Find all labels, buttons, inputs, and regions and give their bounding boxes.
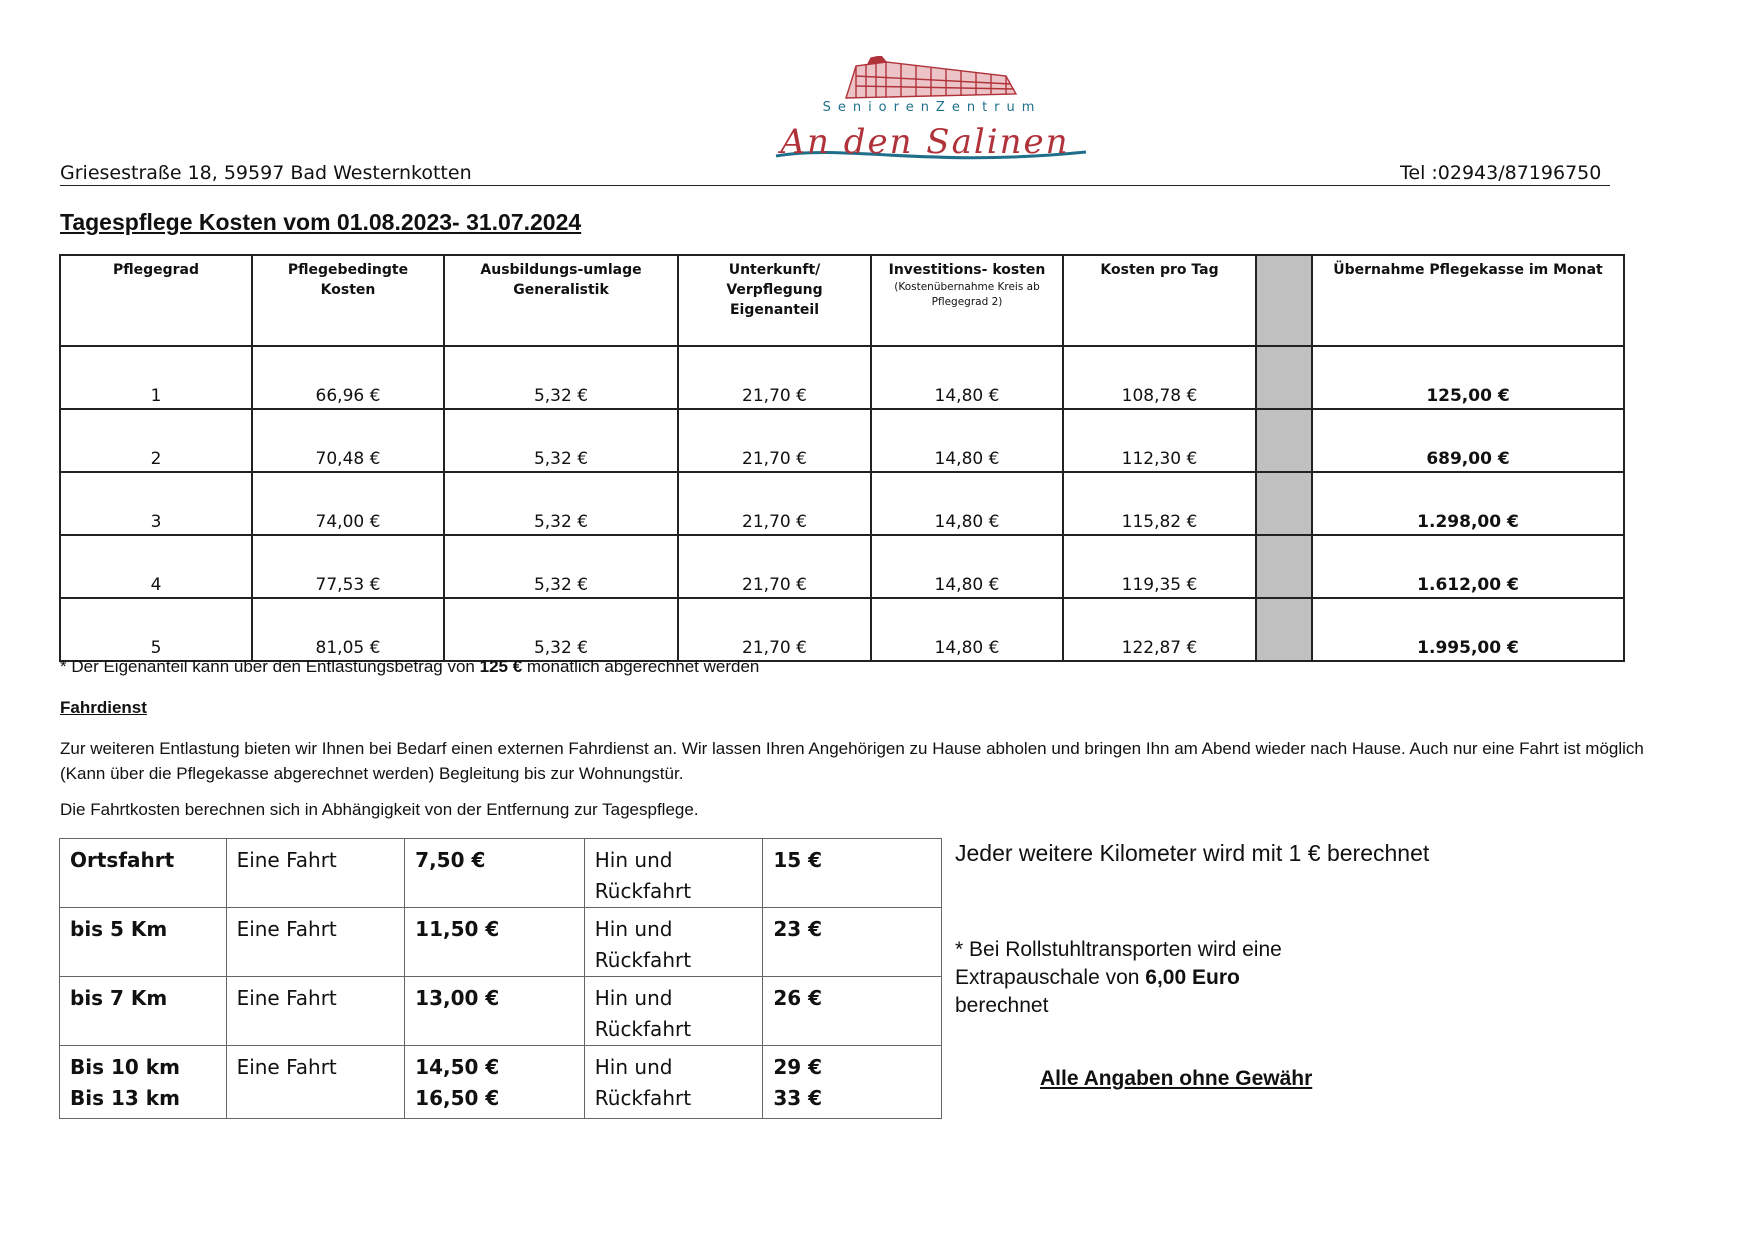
- rollstuhl-amount: 6,00 Euro: [1145, 966, 1240, 989]
- header-pro-tag: Kosten pro Tag: [1063, 255, 1256, 346]
- grey-cell: [1256, 472, 1312, 535]
- cell-hin-rueck: [584, 977, 763, 1046]
- cell-grad: 4: [60, 535, 252, 598]
- cell-grad: 3: [60, 472, 252, 535]
- cell-preis: 7,50 €: [405, 839, 585, 908]
- cell-ausbildung: 5,32 €: [444, 598, 678, 661]
- preis-10km: 14,50 €: [415, 1055, 500, 1079]
- eigenanteil-note: [60, 657, 759, 677]
- cell-invest: 14,80 €: [871, 409, 1063, 472]
- table-row: [60, 409, 1624, 472]
- cell-zone: bis 7 Km: [60, 977, 227, 1046]
- cell-hin-rueck-preis: 26 €: [763, 977, 942, 1046]
- cell-unterkunft: 21,70 €: [678, 346, 871, 409]
- cell-hin-rueck-preis: [763, 1046, 942, 1119]
- rollstuhl-line2: [955, 964, 1375, 992]
- hinpreis-13km: 33 €: [773, 1086, 823, 1110]
- cell-pflege: 81,05 €: [252, 598, 444, 661]
- km-price-note: Jeder weitere Kilometer wird mit 1 € berechnet: [955, 840, 1430, 866]
- table-row: [60, 839, 942, 908]
- table-row: [60, 472, 1624, 535]
- cell-ausbildung: 5,32 €: [444, 346, 678, 409]
- cell-eine-fahrt: Eine Fahrt: [226, 977, 405, 1046]
- zone-10km: Bis 10 km: [70, 1055, 180, 1079]
- cell-tag: 112,30 €: [1063, 409, 1256, 472]
- cell-tag: 115,82 €: [1063, 472, 1256, 535]
- cell-hin-rueck: [584, 839, 763, 908]
- cell-tag: 108,78 €: [1063, 346, 1256, 409]
- cell-zone: Ortsfahrt: [60, 839, 227, 908]
- grey-column-header: [1256, 255, 1312, 346]
- disclaimer: Alle Angaben ohne Gewähr: [1040, 1067, 1313, 1090]
- header-pflegegrad: Pflegegrad: [60, 255, 252, 346]
- rueck-label: Rückfahrt: [594, 1086, 692, 1110]
- cell-unterkunft: 21,70 €: [678, 535, 871, 598]
- table-row: [60, 977, 942, 1046]
- note-prefix: * Der Eigenanteil kann über den Entlastungsbetrag von: [60, 657, 480, 676]
- hin-label: Hin und: [594, 917, 673, 941]
- zone-13km: Bis 13 km: [70, 1086, 180, 1110]
- phone-number: Tel :02943/87196750: [1400, 162, 1602, 184]
- hin-label: Hin und: [594, 986, 673, 1010]
- cell-preis: 13,00 €: [405, 977, 585, 1046]
- header-ausbildung: Ausbildungs-umlage Generalistik: [444, 255, 678, 346]
- hin-label: Hin und: [594, 1055, 673, 1079]
- cell-ausbildung: 5,32 €: [444, 472, 678, 535]
- rueck-label: Rückfahrt: [594, 948, 692, 972]
- header-divider: [60, 185, 1610, 186]
- fahrtkosten-paragraph: Die Fahrtkosten berechnen sich in Abhängigkeit von der Entfernung zur Tagespflege.: [60, 800, 699, 819]
- cell-kasse: 1.298,00 €: [1312, 472, 1624, 535]
- cell-preis: [405, 1046, 585, 1119]
- header-pflegebedingte: Pflegebedingte Kosten: [252, 255, 444, 346]
- cell-pflege: 66,96 €: [252, 346, 444, 409]
- cell-invest: 14,80 €: [871, 346, 1063, 409]
- cell-kasse: 689,00 €: [1312, 409, 1624, 472]
- fahrt-table: [59, 838, 942, 1119]
- table-row: [60, 908, 942, 977]
- address: Griesestraße 18, 59597 Bad Westernkotten: [60, 162, 472, 184]
- cell-hin-rueck: [584, 908, 763, 977]
- cell-ausbildung: 5,32 €: [444, 409, 678, 472]
- cell-eine-fahrt: Eine Fahrt: [226, 1046, 405, 1119]
- cost-table: [59, 254, 1625, 662]
- cell-eine-fahrt: Eine Fahrt: [226, 908, 405, 977]
- cell-invest: 14,80 €: [871, 472, 1063, 535]
- cell-grad: 2: [60, 409, 252, 472]
- header-uebernahme: Übernahme Pflegekasse im Monat: [1312, 255, 1624, 346]
- fahrdienst-paragraph: Zur weiteren Entlastung bieten wir Ihnen bei Bedarf einen externen Fahrdienst an. Wir lassen Ihren Angehörigen zu Hause abholen und bringen Ihn am Abend wieder nach Hause. Auch nur eine Fahrt ist möglich (Kann über die Pflegekasse abgerechnet werden) Begleitung bis zur Wohnungstür.: [60, 739, 1644, 783]
- cell-grad: 1: [60, 346, 252, 409]
- header-invest-label: Investitions- kosten: [888, 262, 1046, 278]
- rollstuhl-line1: * Bei Rollstuhltransporten wird eine: [955, 938, 1282, 961]
- hin-label: Hin und: [594, 848, 673, 872]
- table-row: [60, 535, 1624, 598]
- cell-eine-fahrt: Eine Fahrt: [226, 839, 405, 908]
- cell-unterkunft: 21,70 €: [678, 472, 871, 535]
- cell-hin-rueck-preis: 15 €: [763, 839, 942, 908]
- cell-invest: 14,80 €: [871, 535, 1063, 598]
- cell-kasse: 1.995,00 €: [1312, 598, 1624, 661]
- rollstuhl-line3: berechnet: [955, 994, 1049, 1017]
- cell-unterkunft: 21,70 €: [678, 598, 871, 661]
- cell-unterkunft: 21,70 €: [678, 409, 871, 472]
- cell-ausbildung: 5,32 €: [444, 535, 678, 598]
- header-invest: [871, 255, 1063, 346]
- rollstuhl-note: [955, 936, 1375, 1020]
- header-unterkunft: Unterkunft/ Verpflegung Eigenanteil: [678, 255, 871, 346]
- rueck-label: Rückfahrt: [594, 879, 692, 903]
- grey-cell: [1256, 346, 1312, 409]
- logo-text-bottom: An den Salinen: [780, 122, 1070, 162]
- header-invest-note: (Kostenübernahme Kreis ab Pflegegrad 2): [894, 281, 1040, 308]
- rollstuhl-prefix: Extrapauschale von: [955, 966, 1146, 989]
- cell-grad: 5: [60, 598, 252, 661]
- cell-pflege: 74,00 €: [252, 472, 444, 535]
- logo-text-top: SeniorenZentrum: [822, 100, 1042, 115]
- logo: [756, 56, 1096, 168]
- fahrdienst-heading: Fahrdienst: [60, 698, 147, 717]
- cell-zone: bis 5 Km: [60, 908, 227, 977]
- table-row: [60, 1046, 942, 1119]
- cell-kasse: 125,00 €: [1312, 346, 1624, 409]
- note-amount: 125 €: [479, 657, 523, 676]
- cell-hin-rueck: [584, 1046, 763, 1119]
- preis-13km: 16,50 €: [415, 1086, 500, 1110]
- cell-tag: 122,87 €: [1063, 598, 1256, 661]
- grey-cell: [1256, 535, 1312, 598]
- hinpreis-10km: 29 €: [773, 1055, 823, 1079]
- table-row: [60, 346, 1624, 409]
- cost-table-header: [60, 255, 1624, 346]
- cell-zone: [60, 1046, 227, 1119]
- cell-invest: 14,80 €: [871, 598, 1063, 661]
- cell-preis: 11,50 €: [405, 908, 585, 977]
- cell-tag: 119,35 €: [1063, 535, 1256, 598]
- cell-pflege: 70,48 €: [252, 409, 444, 472]
- grey-cell: [1256, 409, 1312, 472]
- grey-cell: [1256, 598, 1312, 661]
- cell-pflege: 77,53 €: [252, 535, 444, 598]
- cell-kasse: 1.612,00 €: [1312, 535, 1624, 598]
- table-row: [60, 598, 1624, 661]
- rueck-label: Rückfahrt: [594, 1017, 692, 1041]
- note-suffix: monatlich abgerechnet werden: [522, 657, 760, 676]
- cell-hin-rueck-preis: 23 €: [763, 908, 942, 977]
- page-title: Tagespflege Kosten vom 01.08.2023- 31.07.2024: [60, 209, 582, 235]
